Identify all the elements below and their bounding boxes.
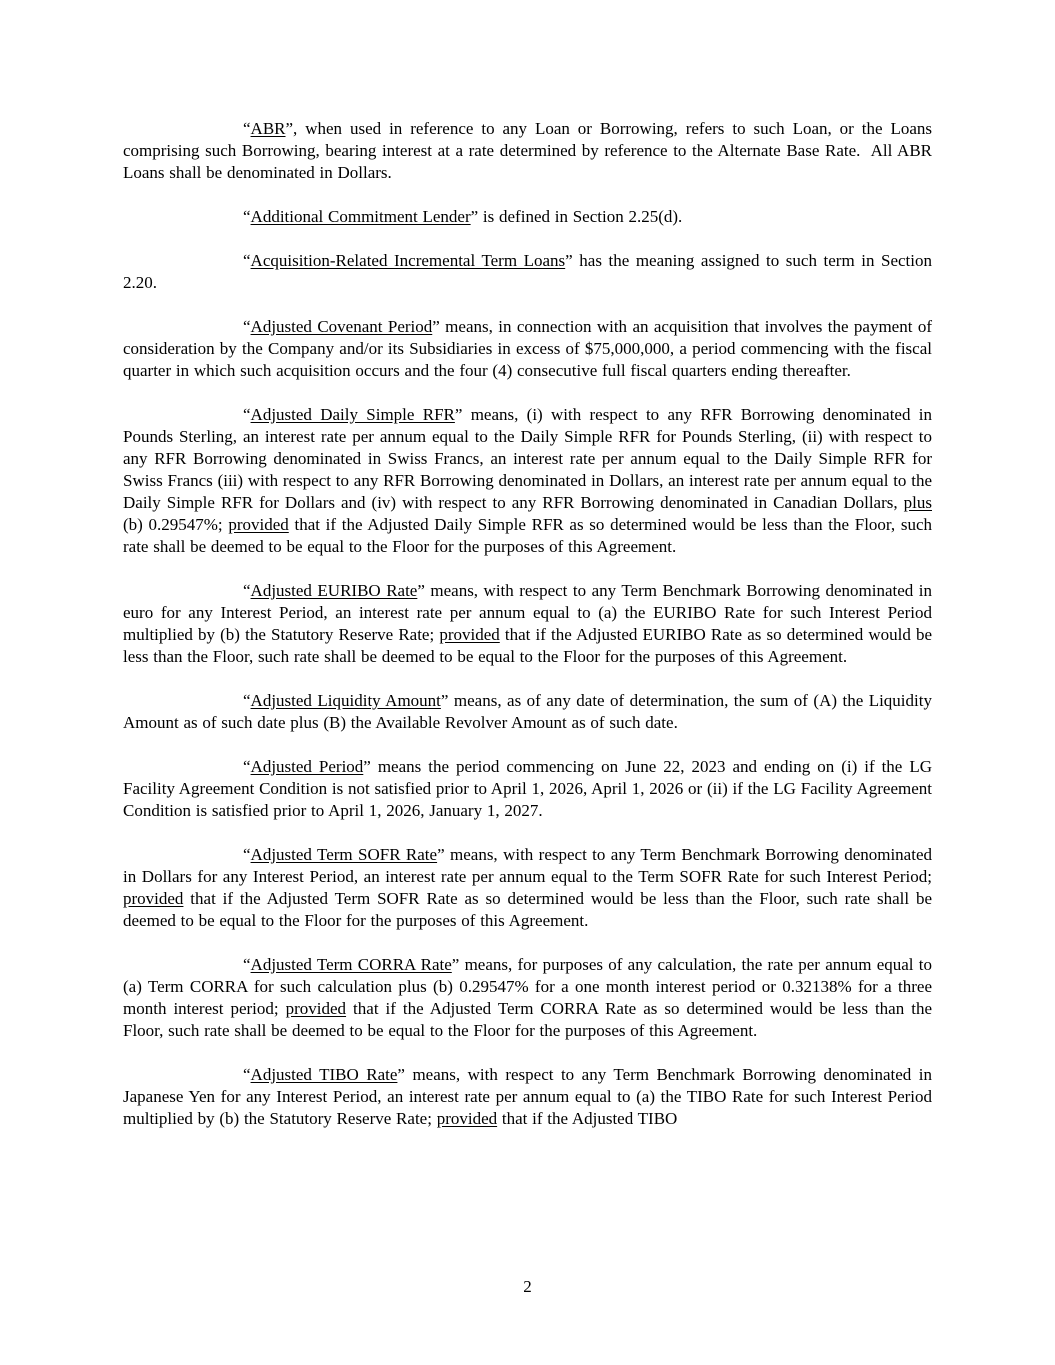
defined-term: provided: [123, 889, 184, 908]
defined-term: Adjusted Covenant Period: [250, 317, 433, 336]
paragraph-text: that if the Adjusted TIBO: [497, 1109, 678, 1128]
defined-term: ABR: [250, 119, 286, 138]
defined-term: plus: [903, 493, 932, 512]
defined-term: Additional Commitment Lender: [250, 207, 471, 226]
definition-paragraph: [123, 580, 932, 668]
defined-term: provided: [436, 1109, 498, 1128]
paragraph-text: ” means, (i) with respect to any RFR Borrowing denominated in Pounds Sterling, an interest rate per annum equal to the Daily Simple RFR for Pounds Sterling, (ii) with respect to any RFR Borrowing denominated in Swiss Francs, an interest rate per annum equal to the Daily Simple RFR for Swiss Francs (iii) with respect to any RFR Borrowing denominated in Dollars, an interest rate per annum equal to the Daily Simple RFR for Dollars and (iv) with respect to any RFR Borrowing denominated in Canadian Dollars,: [123, 405, 932, 512]
paragraph-text: ” means, with respect to any Term Benchmark Borrowing denominated in Dollars for any Interest Period, an interest rate per annum equal to the Term SOFR Rate for such Interest Period;: [123, 845, 932, 886]
paragraph-text: ” means, with respect to any Term Benchmark Borrowing denominated in Japanese Yen for any Interest Period, an interest rate per annum equal to (a) the TIBO Rate for such Interest Period multiplied by (b) the Statutory Reserve Rate;: [123, 1065, 932, 1128]
paragraph-text: that if the Adjusted EURIBO Rate as so determined would be less than the Floor, such rate shall be deemed to be equal to the Floor for the purposes of this Agreement.: [123, 625, 933, 666]
page-number: 2: [523, 1277, 532, 1296]
page-footer: [0, 1276, 1055, 1298]
paragraph-text: that if the Adjusted Term SOFR Rate as so determined would be less than the Floor, such rate shall be deemed to be equal to the Floor for the purposes of this Agreement.: [123, 889, 932, 930]
defined-term: Adjusted TIBO Rate: [250, 1065, 398, 1084]
definition-paragraph: [123, 118, 932, 184]
paragraph-text: ” means the period commencing on June 22, 2023 and ending on (i) if the LG Facility Agreement Condition is not satisfied prior to April 1, 2026, April 1, 2026 or (ii) if the LG Facility Agreement Condition is satisfied prior to April 1, 2026, January 1, 2027.: [123, 757, 932, 820]
definitions-list: [123, 118, 932, 1152]
definition-paragraph: [123, 844, 932, 932]
paragraph-text: “: [243, 405, 251, 424]
paragraph-text: ” has the meaning assigned to such term in Section 2.20.: [123, 251, 932, 292]
paragraph-text: “: [243, 317, 251, 336]
paragraph-text: “: [243, 757, 251, 776]
paragraph-text: “: [243, 581, 251, 600]
definition-paragraph: [123, 756, 932, 822]
definition-paragraph: [123, 206, 932, 228]
definition-paragraph: [123, 690, 932, 734]
paragraph-text: ” means, for purposes of any calculation, the rate per annum equal to (a) Term CORRA for such calculation plus (b) 0.29547% for a one month interest period or 0.32138% for a three month interest period;: [123, 955, 932, 1018]
paragraph-text: (b) 0.29547%;: [123, 515, 229, 534]
paragraph-text: ”, when used in reference to any Loan or Borrowing, refers to such Loan, or the Loans comprising such Borrowing, bearing interest at a rate determined by reference to the Alternate Base Rate. All ABR Loans shall be denominated in Dollars.: [123, 119, 932, 182]
defined-term: provided: [228, 515, 289, 534]
definition-paragraph: [123, 1064, 932, 1130]
paragraph-text: “: [243, 1065, 251, 1084]
paragraph-text: ” means, in connection with an acquisition that involves the payment of consideration by the Company and/or its Subsidiaries in excess of $75,000,000, a period commencing with the fiscal quarter in which such acquisition occurs and the four (4) consecutive full fiscal quarters ending thereafter.: [123, 317, 932, 380]
paragraph-text: “: [243, 955, 251, 974]
paragraph-text: “: [243, 251, 251, 270]
paragraph-text: that if the Adjusted Daily Simple RFR as so determined would be less than the Floor, such rate shall be deemed to be equal to the Floor for the purposes of this Agreement.: [123, 515, 932, 556]
paragraph-text: “: [243, 207, 251, 226]
defined-term: Adjusted Liquidity Amount: [250, 691, 441, 710]
paragraph-text: “: [243, 691, 251, 710]
defined-term: Adjusted EURIBO Rate: [250, 581, 418, 600]
defined-term: Adjusted Term SOFR Rate: [250, 845, 438, 864]
definition-paragraph: [123, 954, 932, 1042]
defined-term: Adjusted Period: [250, 757, 364, 776]
paragraph-text: ” means, with respect to any Term Benchmark Borrowing denominated in euro for any Interest Period, an interest rate per annum equal to (a) the EURIBO Rate for such Interest Period multiplied by (b) the Statutory Reserve Rate;: [123, 581, 932, 644]
paragraph-text: ” is defined in Section 2.25(d).: [470, 207, 683, 226]
defined-term: provided: [439, 625, 500, 644]
paragraph-text: “: [243, 845, 251, 864]
definition-paragraph: [123, 316, 932, 382]
defined-term: Adjusted Daily Simple RFR: [250, 405, 455, 424]
paragraph-text: “: [243, 119, 251, 138]
defined-term: provided: [285, 999, 347, 1018]
defined-term: Acquisition-Related Incremental Term Loans: [250, 251, 566, 270]
definition-paragraph: [123, 404, 932, 558]
paragraph-text: ” means, as of any date of determination, the sum of (A) the Liquidity Amount as of such date plus (B) the Available Revolver Amount as of such date.: [123, 691, 932, 732]
defined-term: Adjusted Term CORRA Rate: [250, 955, 452, 974]
definition-paragraph: [123, 250, 932, 294]
paragraph-text: that if the Adjusted Term CORRA Rate as so determined would be less than the Floor, such rate shall be deemed to be equal to the Floor for the purposes of this Agreement.: [123, 999, 932, 1040]
